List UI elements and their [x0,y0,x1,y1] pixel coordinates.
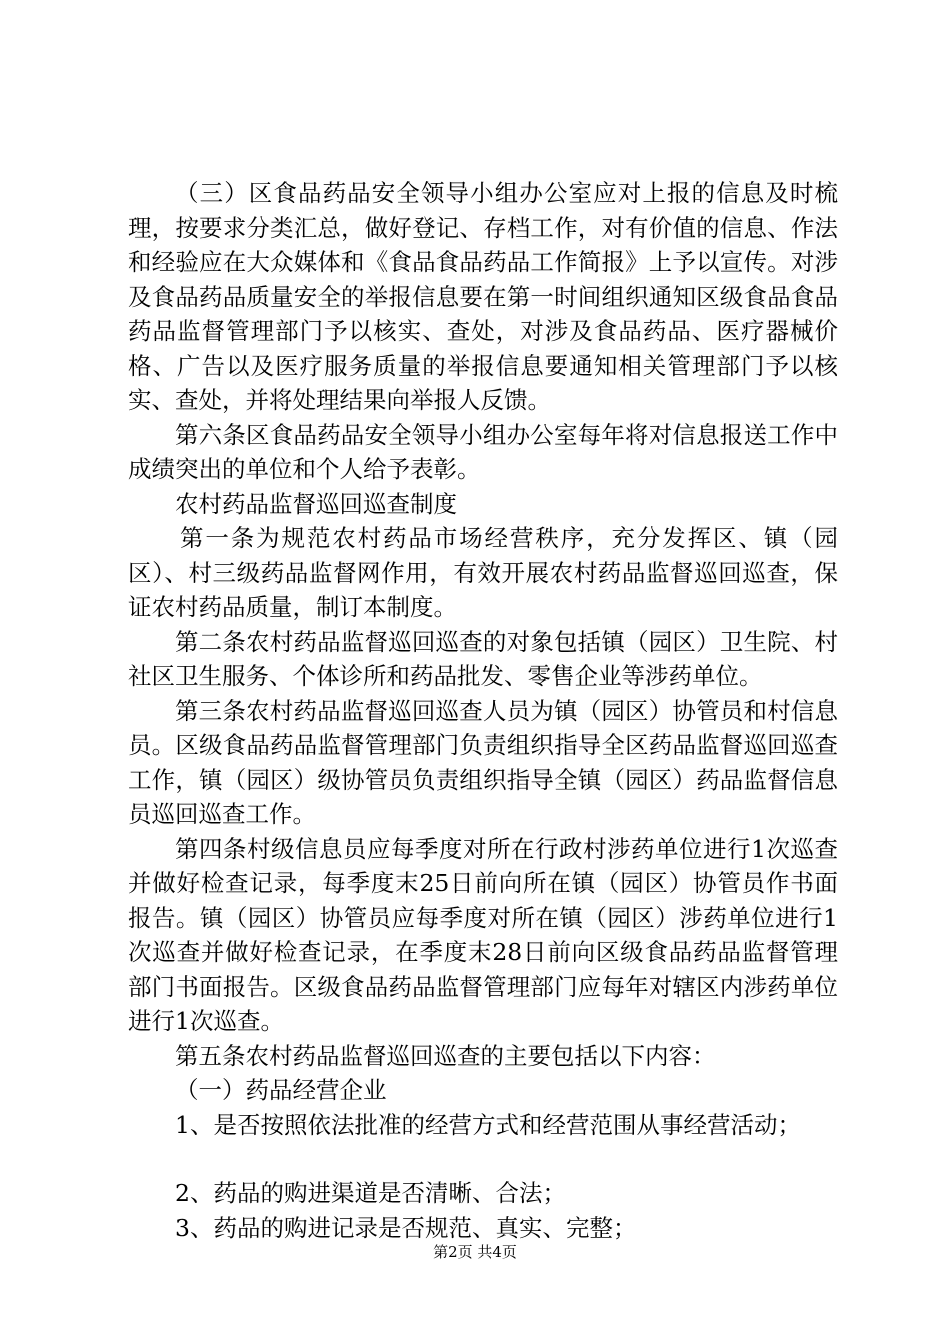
page-footer: 第2页 共4页 [433,1243,517,1261]
paragraph-article-5: 第五条农村药品监督巡回巡查的主要包括以下内容： [175,1041,716,1070]
paragraph-article-4: 第四条村级信息员应每季度对所在行政村涉药单位进行1次巡查并做好检查记录，每季度末25日前向所在镇（园区）协管员作书面报告。镇（园区）协管员应每季度对所在镇（园区）涉药单位进行1次巡查并做好检查记录，在季度末28日前向区级食品药品监督管理部门书面报告。区级食品药品监督管理部门应每年对辖区内涉药单位进行1次巡查。 [128,834,838,1035]
paragraph-article-6: 第六条区食品药品安全领导小组办公室每年将对信息报送工作中成绩突出的单位和个人给予表彰。 [128,420,838,483]
subheading-drug-enterprises: （一）药品经营企业 [175,1076,387,1104]
blank-line [128,1142,838,1176]
paragraph-info-handling: （三）区食品药品安全领导小组办公室应对上报的信息及时梳理，按要求分类汇总，做好登记、存档工作，对有价值的信息、作法和经验应在大众媒体和《食品食品药品工作简报》上予以宣传。对涉及食品药品质量安全的举报信息要在第一时间组织通知区级食品食品药品监督管理部门予以核实、查处，对涉及食品药品、医疗器械价格、广告以及医疗服务质量的举报信息要通知相关管理部门予以核实、查处，并将处理结果向举报人反馈。 [128,179,838,414]
list-item-3: 3、药品的购进记录是否规范、真实、完整； [175,1213,637,1242]
paragraph-article-1: 第一条为规范农村药品市场经营秩序，充分发挥区、镇（园区）、村三级药品监督网作用，有效开展农村药品监督巡回巡查，保证农村药品质量，制订本制度。 [128,524,838,621]
paragraph-article-3: 第三条农村药品监督巡回巡查人员为镇（园区）协管员和村信息员。区级食品药品监督管理部门负责组织指导全区药品监督巡回巡查工作，镇（园区）级协管员负责组织指导全镇（园区）药品监督信息员巡回巡查工作。 [128,696,838,828]
list-item-1: 1、是否按照依法批准的经营方式和经营范围从事经营活动； [175,1110,801,1139]
section-title: 农村药品监督巡回巡查制度 [175,489,457,518]
list-item-2: 2、药品的购进渠道是否清晰、合法； [175,1179,566,1207]
document-body [128,176,838,1245]
paragraph-article-2: 第二条农村药品监督巡回巡查的对象包括镇（园区）卫生院、村社区卫生服务、个体诊所和药品批发、零售企业等涉药单位。 [128,627,838,690]
